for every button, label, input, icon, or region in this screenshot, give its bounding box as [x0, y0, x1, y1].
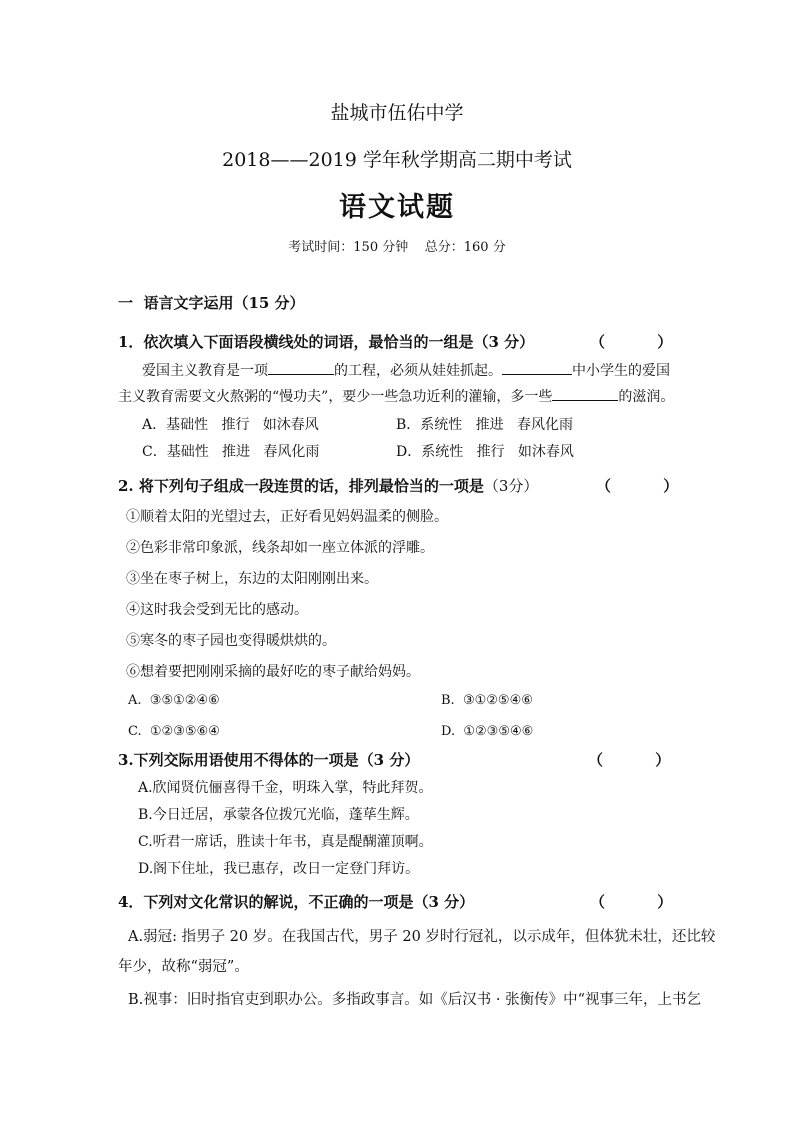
q2-option-b: B. ③①②⑤④⑥: [441, 693, 533, 708]
q2-score: （3分）: [483, 477, 539, 495]
q1-text-d: 主义教育需要文火熬粥的“慢功夫”，要少一些急功近利的灌输，多一些: [118, 389, 553, 405]
q3-option-a: A.欣闻贤伉俪喜得千金，明珠入掌，特此拜贺。: [138, 780, 433, 796]
q1-blank-2: [502, 360, 572, 375]
q1-blank-3: [552, 386, 618, 401]
q2-option-a: A. ③⑤①②④⑥: [128, 693, 220, 708]
q1-option-a: A．基础性 推行 如沐春风: [142, 417, 319, 433]
q1-answer-bracket: （ ）: [590, 333, 673, 351]
time-info: 考试时间：150 分钟 总分：160 分: [288, 240, 506, 255]
q4-option-a-line1: A.弱冠: 指男子 20 岁。在我国古代，男子 20 岁时行冠礼，以示成年，但体犹未壮，还比较: [128, 929, 716, 945]
q1-blank-1: [268, 360, 334, 375]
q3-option-d: D.阁下住址，我已惠存，改日一定登门拜访。: [138, 861, 420, 877]
q4-option-b-line1: B.视事：旧时指官吏到职办公。多指政事言。如《后汉书 · 张衡传》中“视事三年，上书乞: [128, 992, 702, 1008]
q2-sentence-6: ⑥想着要把刚刚采摘的最好吃的枣子献给妈妈。: [126, 664, 420, 680]
q1-passage-line2: [118, 386, 674, 406]
q2-sentence-2: ②色彩非常印象派，线条却如一座立体派的浮雕。: [126, 540, 434, 556]
q1-text-e: 的滋润。: [618, 389, 675, 405]
q2-title: [118, 475, 538, 496]
school-name: 盐城市伍佑中学: [330, 102, 464, 124]
q2-sentence-3: ③坐在枣子树上，东边的太阳刚刚出来。: [126, 571, 378, 587]
q1-option-c: C．基础性 推进 春风化雨: [142, 444, 320, 460]
q1-title: 1．依次填入下面语段横线处的词语，最恰当的一组是（3 分）: [118, 333, 535, 351]
q4-option-a-line2: 年少，故称“弱冠”。: [118, 959, 249, 975]
q1-passage-line1: [142, 360, 670, 380]
q4-title: 4．下列对文化常识的解说，不正确的一项是（3 分）: [118, 893, 475, 911]
subject-title: 语文试题: [339, 192, 455, 223]
q1-text-b: 的工程，必须从娃娃抓起。: [334, 363, 502, 379]
q1-text-a: 爱国主义教育是一项: [142, 363, 268, 379]
q1-option-b: B．系统性 推进 春风化雨: [396, 417, 573, 433]
q2-option-d: D. ①②③⑤④⑥: [441, 724, 534, 739]
q3-option-c: C.听君一席话，胜读十年书，真是醍醐灌顶啊。: [138, 834, 433, 850]
section-heading: 一 语言文字运用（15 分）: [118, 294, 305, 312]
q3-answer-bracket: （ ）: [588, 751, 671, 769]
q3-option-b: B.今日迁居，承蒙各位拨冗光临，蓬荜生辉。: [138, 807, 419, 823]
q1-option-d: D．系统性 推行 如沐春风: [396, 444, 574, 460]
exam-title: 2018——2019 学年秋学期高二期中考试: [222, 149, 572, 171]
q2-sentence-4: ④这时我会受到无比的感动。: [126, 602, 308, 618]
q2-option-c: C. ①②③⑤⑥④: [128, 724, 220, 739]
q3-title: 3.下列交际用语使用不得体的一项是（3 分）: [118, 751, 420, 769]
q2-sentence-5: ⑤寒冬的枣子园也变得暖烘烘的。: [126, 633, 336, 649]
q2-sentence-1: ①顺着太阳的光望过去，正好看见妈妈温柔的侧脸。: [126, 509, 448, 525]
q4-answer-bracket: （ ）: [590, 893, 673, 911]
q2-title-text: 2. 将下列句子组成一段连贯的话，排列最恰当的一项是: [118, 477, 484, 495]
q1-text-c: 中小学生的爱国: [572, 363, 670, 379]
q2-answer-bracket: （ ）: [596, 477, 679, 495]
